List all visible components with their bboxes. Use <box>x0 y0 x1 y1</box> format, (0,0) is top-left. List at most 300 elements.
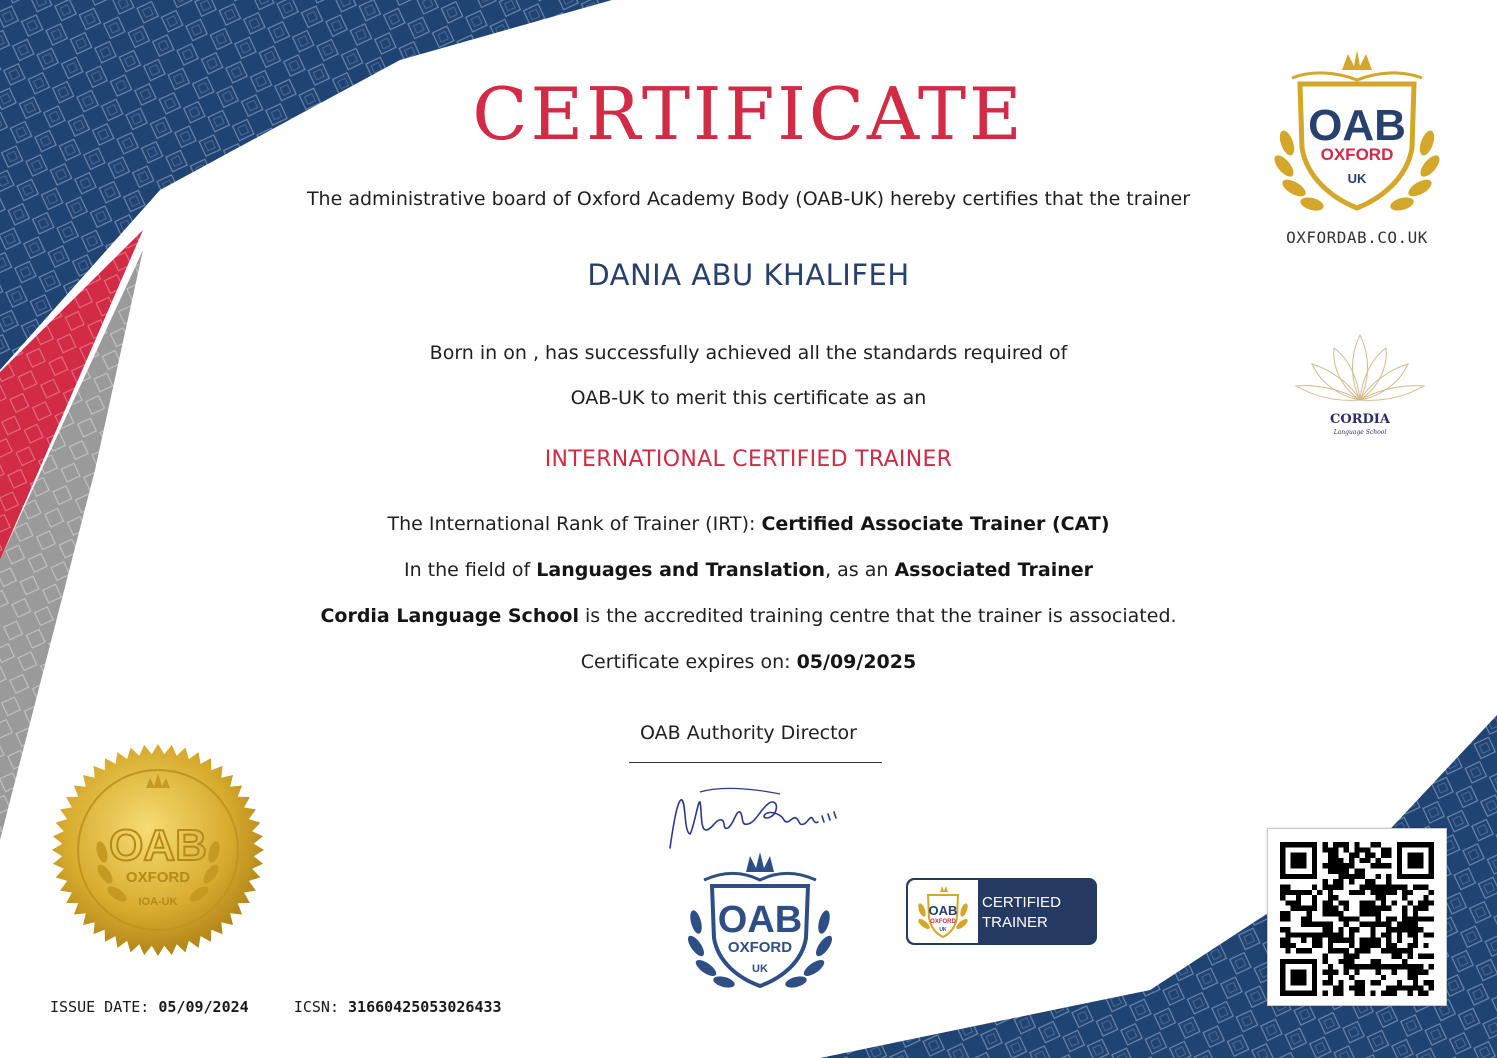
qr-module <box>1370 938 1375 943</box>
qr-module <box>1354 874 1359 879</box>
field-prefix: In the field of <box>403 559 537 581</box>
qr-module <box>1317 943 1322 948</box>
qr-module <box>1370 906 1375 911</box>
qr-module <box>1296 948 1301 953</box>
qr-module <box>1429 916 1434 921</box>
qr-module <box>1381 991 1386 996</box>
qr-module <box>1381 900 1386 905</box>
qr-module <box>1402 911 1407 916</box>
qr-module <box>1370 900 1375 905</box>
qr-module <box>1354 927 1359 932</box>
expires-label: Certificate expires on: <box>580 651 797 673</box>
oab-logo-line1: OAB <box>1308 101 1406 150</box>
qr-module <box>1338 874 1343 879</box>
qr-module <box>1370 943 1375 948</box>
badge-mini-line3: UK <box>939 927 947 933</box>
gold-seal <box>50 742 266 958</box>
oab-oxford-logo <box>1262 48 1452 223</box>
qr-module <box>1407 922 1412 927</box>
qr-module <box>1349 938 1354 943</box>
qr-module <box>1407 927 1412 932</box>
qr-code-matrix <box>1280 842 1434 996</box>
qr-module <box>1328 895 1333 900</box>
qr-module <box>1376 863 1381 868</box>
qr-module <box>1307 916 1312 921</box>
qr-module <box>1370 959 1375 964</box>
qr-module <box>1322 927 1327 932</box>
certificate-type: INTERNATIONAL CERTIFIED TRAINER <box>544 447 953 472</box>
qr-module <box>1413 964 1418 969</box>
qr-module <box>1386 985 1391 990</box>
qr-module <box>1418 964 1423 969</box>
icsn-label: ICSN: <box>293 998 349 1016</box>
qr-module <box>1413 980 1418 985</box>
center-logo-line2: OXFORD <box>727 939 793 956</box>
qr-module <box>1328 863 1333 868</box>
qr-module <box>1365 847 1370 852</box>
qr-module <box>1381 948 1386 953</box>
qr-module <box>1328 906 1333 911</box>
qr-module <box>1392 964 1397 969</box>
qr-module <box>1418 884 1423 889</box>
qr-module <box>1413 916 1418 921</box>
qr-module <box>1397 954 1402 959</box>
qr-module <box>1370 879 1375 884</box>
qr-module <box>1322 847 1327 852</box>
qr-module <box>1328 980 1333 985</box>
qr-module <box>1349 863 1354 868</box>
qr-module <box>1285 948 1290 953</box>
qr-module <box>1354 853 1359 858</box>
qr-module <box>1338 980 1343 985</box>
qr-module <box>1381 890 1386 895</box>
qr-module <box>1344 874 1349 879</box>
center-logo-line1: OAB <box>717 899 803 941</box>
qr-module <box>1360 943 1365 948</box>
qr-module <box>1322 991 1327 996</box>
qr-module <box>1429 980 1434 985</box>
qr-module <box>1291 932 1296 937</box>
qr-module <box>1397 985 1402 990</box>
qr-module <box>1307 948 1312 953</box>
qr-module <box>1328 847 1333 852</box>
qr-module <box>1418 927 1423 932</box>
director-label: OAB Authority Director <box>640 722 857 744</box>
qr-module <box>1376 895 1381 900</box>
qr-module <box>1328 975 1333 980</box>
qr-module <box>1285 932 1290 937</box>
qr-module <box>1285 900 1290 905</box>
qr-module <box>1381 964 1386 969</box>
centre-line <box>0 605 1497 627</box>
qr-module <box>1397 964 1402 969</box>
qr-module <box>1407 969 1412 974</box>
qr-module <box>1386 879 1391 884</box>
qr-module <box>1328 927 1333 932</box>
qr-module <box>1301 890 1306 895</box>
qr-module <box>1407 932 1412 937</box>
signature-line <box>629 762 882 763</box>
qr-module <box>1381 932 1386 937</box>
qr-module <box>1349 954 1354 959</box>
qr-module <box>1376 884 1381 889</box>
qr-module <box>1418 969 1423 974</box>
website-url: OXFORDAB.CO.UK <box>1286 228 1428 247</box>
qr-module <box>1370 922 1375 927</box>
qr-module <box>1423 969 1428 974</box>
qr-module <box>1386 932 1391 937</box>
oab-logo-line2: OXFORD <box>1320 145 1394 164</box>
qr-module <box>1429 985 1434 990</box>
qr-module <box>1285 911 1290 916</box>
trainer-name: DANIA ABU KHALIFEH <box>587 258 910 292</box>
qr-module <box>1392 927 1397 932</box>
qr-module <box>1392 890 1397 895</box>
qr-module <box>1360 869 1365 874</box>
qr-module <box>1301 916 1306 921</box>
qr-module <box>1344 869 1349 874</box>
qr-module <box>1322 959 1327 964</box>
qr-module <box>1386 874 1391 879</box>
qr-module <box>1349 964 1354 969</box>
qr-module <box>1370 932 1375 937</box>
qr-module <box>1381 853 1386 858</box>
qr-module <box>1376 890 1381 895</box>
qr-module <box>1392 954 1397 959</box>
qr-module <box>1338 916 1343 921</box>
qr-module <box>1322 863 1327 868</box>
born-line: Born in on , has successfully achieved all the standards required of <box>429 342 1068 364</box>
qr-module <box>1328 884 1333 889</box>
qr-module <box>1423 932 1428 937</box>
qr-module <box>1312 884 1317 889</box>
irt-label: The International Rank of Trainer (IRT): <box>387 513 762 535</box>
qr-module <box>1423 900 1428 905</box>
qr-module <box>1376 969 1381 974</box>
oab-logo-line3: UK <box>1347 171 1367 186</box>
qr-module <box>1312 906 1317 911</box>
qr-module <box>1354 954 1359 959</box>
qr-module <box>1349 874 1354 879</box>
qr-module <box>1344 842 1349 847</box>
qr-module <box>1291 906 1296 911</box>
qr-module <box>1370 863 1375 868</box>
qr-module <box>1344 959 1349 964</box>
qr-module <box>1376 916 1381 921</box>
qr-module <box>1370 927 1375 932</box>
qr-module <box>1307 922 1312 927</box>
qr-module <box>1301 906 1306 911</box>
qr-module <box>1328 969 1333 974</box>
qr-module <box>1349 916 1354 921</box>
qr-module <box>1365 884 1370 889</box>
qr-module <box>1413 922 1418 927</box>
qr-module <box>1370 991 1375 996</box>
qr-module <box>1307 890 1312 895</box>
qr-module <box>1301 948 1306 953</box>
qr-module <box>1296 895 1301 900</box>
badge-line1: CERTIFIED <box>982 894 1061 911</box>
qr-module <box>1328 900 1333 905</box>
qr-module <box>1280 943 1285 948</box>
qr-module <box>1291 900 1296 905</box>
qr-module <box>1386 916 1391 921</box>
qr-module <box>1328 858 1333 863</box>
qr-module <box>1386 927 1391 932</box>
qr-module <box>1328 948 1333 953</box>
qr-module <box>1392 916 1397 921</box>
qr-module <box>1333 869 1338 874</box>
qr-module <box>1344 938 1349 943</box>
qr-module <box>1407 890 1412 895</box>
qr-module <box>1360 964 1365 969</box>
qr-module <box>1344 948 1349 953</box>
qr-module <box>1328 869 1333 874</box>
qr-module <box>1333 858 1338 863</box>
qr-module <box>1397 884 1402 889</box>
qr-module <box>1418 985 1423 990</box>
expires-value: 05/09/2025 <box>796 651 917 673</box>
qr-module <box>1333 985 1338 990</box>
qr-module <box>1407 948 1412 953</box>
qr-module <box>1322 900 1327 905</box>
qr-module <box>1344 916 1349 921</box>
qr-module <box>1402 906 1407 911</box>
qr-module <box>1397 927 1402 932</box>
qr-finder <box>1291 969 1307 985</box>
qr-module <box>1418 916 1423 921</box>
qr-module <box>1354 948 1359 953</box>
qr-module <box>1423 884 1428 889</box>
qr-module <box>1338 869 1343 874</box>
qr-module <box>1429 954 1434 959</box>
qr-module <box>1429 900 1434 905</box>
qr-module <box>1317 890 1322 895</box>
qr-module <box>1365 853 1370 858</box>
qr-module <box>1301 922 1306 927</box>
qr-module <box>1392 969 1397 974</box>
qr-module <box>1386 884 1391 889</box>
qr-module <box>1386 853 1391 858</box>
qr-module <box>1376 938 1381 943</box>
qr-module <box>1360 847 1365 852</box>
qr-module <box>1413 932 1418 937</box>
qr-module <box>1333 938 1338 943</box>
qr-module <box>1307 911 1312 916</box>
qr-module <box>1333 911 1338 916</box>
qr-module <box>1322 954 1327 959</box>
qr-module <box>1407 991 1412 996</box>
qr-module <box>1381 895 1386 900</box>
seal-line2: OXFORD <box>125 869 191 886</box>
centre-suffix: is the accredited training centre that the trainer is associated. <box>578 605 1177 627</box>
qr-module <box>1418 900 1423 905</box>
irt-value: Certified Associate Trainer (CAT) <box>761 513 1110 535</box>
qr-module <box>1360 900 1365 905</box>
qr-module <box>1402 922 1407 927</box>
qr-module <box>1333 853 1338 858</box>
qr-module <box>1354 869 1359 874</box>
qr-module <box>1413 927 1418 932</box>
qr-module <box>1376 980 1381 985</box>
certificate-footer <box>50 998 502 1016</box>
field-line <box>0 559 1497 581</box>
qr-module <box>1413 938 1418 943</box>
qr-module <box>1349 975 1354 980</box>
qr-module <box>1349 943 1354 948</box>
merit-line: OAB-UK to merit this certificate as an <box>570 387 927 409</box>
qr-module <box>1360 938 1365 943</box>
qr-module <box>1370 911 1375 916</box>
qr-module <box>1397 922 1402 927</box>
qr-module <box>1370 964 1375 969</box>
qr-module <box>1344 900 1349 905</box>
qr-module <box>1376 842 1381 847</box>
qr-module <box>1376 911 1381 916</box>
qr-module <box>1370 853 1375 858</box>
qr-module <box>1376 922 1381 927</box>
qr-module <box>1360 884 1365 889</box>
qr-module <box>1370 980 1375 985</box>
qr-module <box>1328 853 1333 858</box>
qr-module <box>1338 911 1343 916</box>
badge-mini-line1: OAB <box>928 903 958 918</box>
qr-module <box>1360 906 1365 911</box>
field-value: Languages and Translation <box>536 559 826 581</box>
qr-module <box>1338 927 1343 932</box>
qr-module <box>1386 948 1391 953</box>
qr-module <box>1386 938 1391 943</box>
qr-module <box>1333 879 1338 884</box>
qr-module <box>1381 975 1386 980</box>
issue-date-value: 05/09/2024 <box>158 998 249 1016</box>
qr-module <box>1349 932 1354 937</box>
qr-module <box>1338 985 1343 990</box>
qr-module <box>1360 980 1365 985</box>
qr-module <box>1407 900 1412 905</box>
qr-module <box>1423 991 1428 996</box>
qr-module <box>1328 938 1333 943</box>
qr-module <box>1429 890 1434 895</box>
qr-module <box>1423 954 1428 959</box>
qr-module <box>1407 975 1412 980</box>
qr-module <box>1333 991 1338 996</box>
qr-module <box>1285 938 1290 943</box>
qr-module <box>1381 906 1386 911</box>
qr-module <box>1418 954 1423 959</box>
qr-module <box>1381 922 1386 927</box>
qr-module <box>1413 906 1418 911</box>
qr-module <box>1349 879 1354 884</box>
qr-module <box>1360 948 1365 953</box>
qr-module <box>1354 980 1359 985</box>
qr-module <box>1338 948 1343 953</box>
qr-module <box>1392 985 1397 990</box>
qr-module <box>1386 906 1391 911</box>
qr-module <box>1338 879 1343 884</box>
qr-module <box>1349 985 1354 990</box>
qr-module <box>1312 943 1317 948</box>
issue-date-label: ISSUE DATE: <box>50 998 159 1016</box>
qr-module <box>1365 922 1370 927</box>
badge-oab-icon <box>908 880 978 943</box>
qr-module <box>1344 847 1349 852</box>
qr-module <box>1312 900 1317 905</box>
badge-logo-panel <box>908 880 978 943</box>
qr-module <box>1322 884 1327 889</box>
qr-module <box>1322 911 1327 916</box>
qr-module <box>1376 906 1381 911</box>
qr-module <box>1344 969 1349 974</box>
expires-line <box>0 651 1497 673</box>
qr-module <box>1338 842 1343 847</box>
qr-module <box>1354 991 1359 996</box>
qr-module <box>1402 927 1407 932</box>
qr-module <box>1360 890 1365 895</box>
qr-module <box>1402 964 1407 969</box>
qr-module <box>1381 847 1386 852</box>
qr-module <box>1344 906 1349 911</box>
qr-module <box>1354 916 1359 921</box>
qr-module <box>1418 991 1423 996</box>
qr-module <box>1386 991 1391 996</box>
qr-module <box>1392 943 1397 948</box>
qr-module <box>1285 890 1290 895</box>
badge-text <box>982 893 1061 933</box>
qr-module <box>1365 938 1370 943</box>
qr-code[interactable] <box>1267 828 1447 1006</box>
qr-module <box>1349 890 1354 895</box>
centre-name: Cordia Language School <box>320 605 579 627</box>
qr-module <box>1386 847 1391 852</box>
qr-module <box>1280 884 1285 889</box>
qr-module <box>1328 911 1333 916</box>
qr-module <box>1386 943 1391 948</box>
center-logo-line3: UK <box>752 963 768 975</box>
qr-module <box>1407 964 1412 969</box>
qr-module <box>1397 938 1402 943</box>
qr-module <box>1407 943 1412 948</box>
qr-module <box>1360 922 1365 927</box>
qr-module <box>1333 932 1338 937</box>
qr-module <box>1301 938 1306 943</box>
qr-module <box>1344 922 1349 927</box>
qr-module <box>1418 906 1423 911</box>
qr-module <box>1413 985 1418 990</box>
qr-module <box>1423 980 1428 985</box>
qr-module <box>1413 969 1418 974</box>
qr-module <box>1429 964 1434 969</box>
seal-line3: IOA-UK <box>138 896 178 908</box>
qr-module <box>1392 900 1397 905</box>
qr-module <box>1423 943 1428 948</box>
qr-module <box>1349 858 1354 863</box>
qr-module <box>1365 900 1370 905</box>
qr-module <box>1280 916 1285 921</box>
qr-module <box>1402 890 1407 895</box>
qr-module <box>1354 842 1359 847</box>
qr-module <box>1402 985 1407 990</box>
qr-module <box>1376 858 1381 863</box>
qr-module <box>1322 906 1327 911</box>
qr-module <box>1349 927 1354 932</box>
qr-module <box>1402 948 1407 953</box>
qr-module <box>1285 884 1290 889</box>
qr-module <box>1386 922 1391 927</box>
certified-trainer-badge <box>906 878 1097 945</box>
qr-module <box>1386 863 1391 868</box>
field-role: Associated Trainer <box>894 559 1093 581</box>
